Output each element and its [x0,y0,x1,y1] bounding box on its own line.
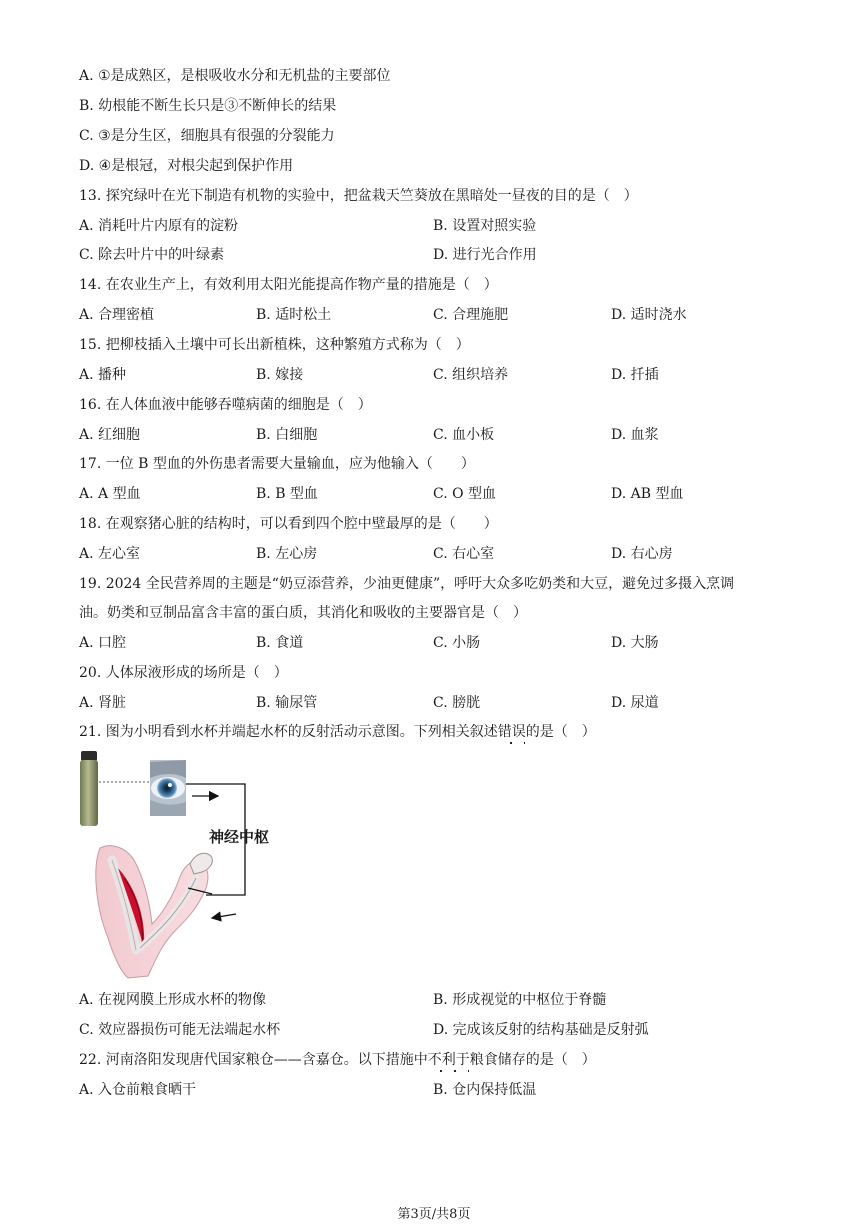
q20-option-a: A. 肾脏 [79,695,127,711]
eye-image [150,760,186,816]
q18-options [79,545,799,563]
q13-option-b: B. 设置对照实验 [433,218,537,234]
q12-option-c: C. ③是分生区，细胞具有很强的分裂能力 [79,128,335,144]
q12-option-b: B. 幼根能不断生长只是③不断伸长的结果 [79,98,337,114]
q15-option-a: A. 播种 [79,367,127,383]
q22-stem-before: 22. 河南洛阳发现唐代国家粮仓——含嘉仓。以下措施中 [79,1052,428,1068]
q21-option-d: D. 完成该反射的结构基础是反射弧 [433,1022,649,1038]
q16-option-a: A. 红细胞 [79,427,141,443]
q17-stem: 17. 一位 B 型血的外伤患者需要大量输血，应为他输入（ ） [79,456,475,472]
q13-options-row-2 [79,246,799,264]
q17-options [79,485,799,503]
q19-options [79,634,799,652]
q14-option-c: C. 合理施肥 [433,307,509,323]
q16-options [79,426,799,444]
q18-stem: 18. 在观察猪心脏的结构时，可以看到四个腔中壁最厚的是（ ） [79,516,498,532]
q22-stem [79,1051,596,1069]
q14-option-a: A. 合理密植 [79,307,155,323]
q12-option-d: D. ④是根冠，对根尖起到保护作用 [79,158,294,174]
page-number-footer: 第3页/共8页 [397,1207,471,1222]
q14-options [79,306,799,324]
arm-image [96,846,213,978]
reflex-arc-figure [78,748,308,983]
q22-stem-emphasis: 不利于 [427,1052,470,1068]
q22-option-b: B. 仓内保持低温 [433,1082,537,1098]
q22-option-a: A. 入仓前粮食晒干 [79,1082,197,1098]
q19-option-b: B. 食道 [256,635,304,651]
q21-stem [79,723,596,741]
q13-option-c: C. 除去叶片中的叶绿素 [79,247,225,263]
q20-option-c: C. 膀胱 [433,695,481,711]
q19-stem-line-1: 19. 2024 全民营养周的主题是“奶豆添营养，少油更健康”，呼吁大众多吃奶类和大豆，避免过多摄入烹调 [79,576,735,592]
nerve-center-label: 神经中枢 [209,828,270,846]
q21-options-row-2 [79,1021,799,1039]
q15-option-c: C. 组织培养 [433,367,509,383]
q15-options [79,366,799,384]
q13-options-row-1 [79,217,799,235]
efferent-arrow [212,914,236,918]
q14-stem: 14. 在农业生产上，有效利用太阳光能提高作物产量的措施是（ ） [79,277,498,293]
q22-options [79,1081,799,1099]
q16-option-c: C. 血小板 [433,427,495,443]
q18-option-b: B. 左心房 [256,546,318,562]
q20-option-d: D. 尿道 [611,695,659,711]
q16-option-d: D. 血浆 [611,427,659,443]
q13-option-d: D. 进行光合作用 [433,247,537,263]
q21-stem-before: 21. 图为小明看到水杯并端起水杯的反射活动示意图。下列相关叙述 [79,724,498,740]
q20-option-b: B. 输尿管 [256,695,318,711]
q21-option-a: A. 在视网膜上形成水杯的物像 [79,992,267,1008]
q17-option-c: C. O 型血 [433,486,497,502]
q17-option-b: B. B 型血 [256,486,318,502]
q21-option-c: C. 效应器损伤可能无法端起水杯 [79,1022,281,1038]
q13-option-a: A. 消耗叶片内原有的淀粉 [79,218,239,234]
q13-stem: 13. 探究绿叶在光下制造有机物的实验中，把盆栽天竺葵放在黑暗处一昼夜的目的是（ ） [79,188,638,204]
q15-option-b: B. 嫁接 [256,367,304,383]
q21-option-b: B. 形成视觉的中枢位于脊髓 [433,992,607,1008]
q12-option-a: A. ①是成熟区，是根吸收水分和无机盐的主要部位 [79,68,391,84]
q21-options-row-1 [79,991,799,1009]
q15-option-d: D. 扦插 [611,367,659,383]
q19-stem-line-2: 油。奶类和豆制品富含丰富的蛋白质，其消化和吸收的主要器官是（ ） [79,605,527,621]
q14-option-d: D. 适时浇水 [611,307,687,323]
q19-option-d: D. 大肠 [611,635,659,651]
q19-option-a: A. 口腔 [79,635,127,651]
q20-stem: 20. 人体尿液形成的场所是（ ） [79,665,288,681]
q19-option-c: C. 小肠 [433,635,481,651]
q16-option-b: B. 白细胞 [256,427,318,443]
q18-option-d: D. 右心房 [611,546,673,562]
q17-option-d: D. AB 型血 [611,486,684,502]
q17-option-a: A. A 型血 [79,486,141,502]
water-cup-image [80,751,98,826]
q18-option-a: A. 左心室 [79,546,141,562]
q16-stem: 16. 在人体血液中能够吞噬病菌的细胞是（ ） [79,397,372,413]
q15-stem: 15. 把柳枝插入土壤中可长出新植株，这种繁殖方式称为（ ） [79,337,470,353]
q22-stem-after: 粮食储存的是（ ） [469,1052,596,1068]
q21-stem-emphasis: 错误 [497,724,526,740]
q18-option-c: C. 右心室 [433,546,495,562]
q14-option-b: B. 适时松土 [256,307,332,323]
q20-options [79,694,799,712]
q21-stem-after: 的是（ ） [525,724,596,740]
